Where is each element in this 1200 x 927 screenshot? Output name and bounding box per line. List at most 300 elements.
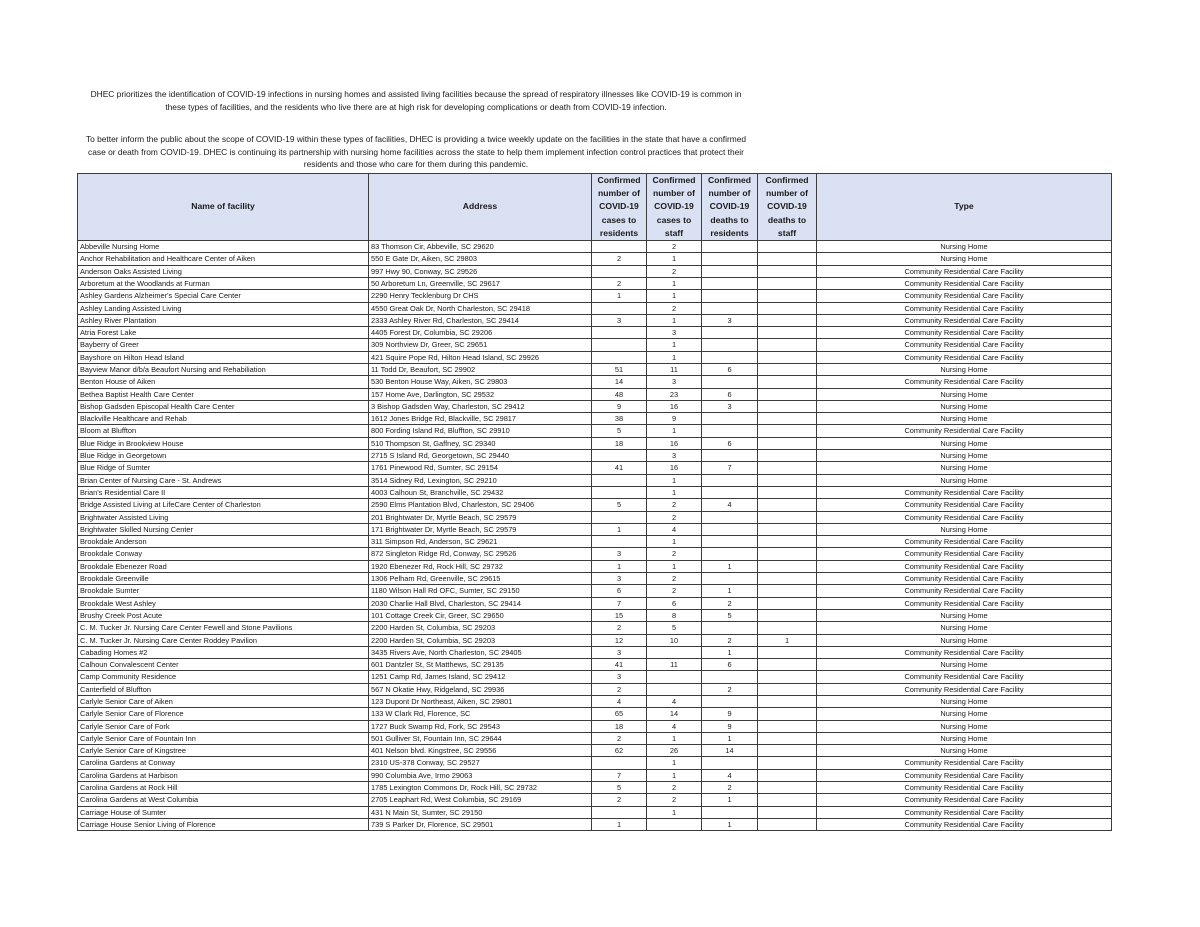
resident-deaths-cell: 2 [702,634,758,646]
staff-cases-cell: 1 [647,536,702,548]
resident-cases-cell [592,327,647,339]
intro-paragraph-1: DHEC prioritizes the identification of COVID-19 infections in nursing homes and assisted living facilities because the spread of respiratory illnesses like COVID-19 is common in these types of facilities, and the residents who live there are at high risk for developing complications or death from COVID-19 infection. [90,89,742,112]
type-cell: Nursing Home [817,659,1112,671]
staff-cases-cell: 1 [647,732,702,744]
staff-cases-cell: 1 [647,425,702,437]
resident-deaths-cell [702,536,758,548]
address-cell: 4550 Great Oak Dr, North Charleston, SC 29418 [369,302,592,314]
table-row [78,720,1112,732]
staff-deaths-cell [758,241,817,253]
staff-cases-cell: 5 [647,622,702,634]
facility-name-cell: C. M. Tucker Jr. Nursing Care Center Fewell and Stone Pavilions [78,622,369,634]
staff-cases-cell: 1 [647,474,702,486]
address-cell: 101 Cottage Creek Cir, Greer, SC 29650 [369,609,592,621]
facility-name-cell: Brookdale Conway [78,548,369,560]
facility-name-cell: Bethea Baptist Health Care Center [78,388,369,400]
facility-name-cell: Carlyle Senior Care of Fountain Inn [78,732,369,744]
table-row [78,683,1112,695]
facility-name-cell: Brian Center of Nursing Care - St. Andrews [78,474,369,486]
type-cell: Nursing Home [817,732,1112,744]
table-row [78,351,1112,363]
staff-deaths-cell [758,425,817,437]
resident-cases-cell: 2 [592,794,647,806]
resident-deaths-cell: 3 [702,400,758,412]
resident-deaths-cell: 2 [702,782,758,794]
table-row [78,302,1112,314]
table-row [78,474,1112,486]
resident-deaths-cell: 6 [702,437,758,449]
table-row [78,560,1112,572]
address-cell: 50 Arboretum Ln, Greenville, SC 29617 [369,277,592,289]
type-cell: Nursing Home [817,241,1112,253]
staff-deaths-cell: 1 [758,634,817,646]
address-cell: 309 Northview Dr, Greer, SC 29651 [369,339,592,351]
address-cell: 3435 Rivers Ave, North Charleston, SC 29405 [369,646,592,658]
resident-cases-cell [592,450,647,462]
resident-deaths-cell: 1 [702,732,758,744]
facility-name-cell: Bayview Manor d/b/a Beaufort Nursing and Rehabiliation [78,363,369,375]
address-cell: 2200 Harden St, Columbia, SC 29203 [369,634,592,646]
facility-name-cell: Blue Ridge of Sumter [78,462,369,474]
resident-deaths-cell [702,290,758,302]
address-cell: 2200 Harden St, Columbia, SC 29203 [369,622,592,634]
type-cell: Nursing Home [817,450,1112,462]
resident-cases-cell: 7 [592,769,647,781]
staff-deaths-cell [758,573,817,585]
resident-deaths-cell [702,253,758,265]
staff-cases-cell: 11 [647,363,702,375]
table-row [78,609,1112,621]
table-row [78,536,1112,548]
type-cell: Nursing Home [817,462,1112,474]
resident-cases-cell: 2 [592,622,647,634]
address-cell: 1920 Ebenezer Rd, Rock Hill, SC 29732 [369,560,592,572]
facility-name-cell: Blue Ridge in Georgetown [78,450,369,462]
type-cell: Nursing Home [817,609,1112,621]
table-row [78,413,1112,425]
resident-deaths-cell: 14 [702,745,758,757]
resident-cases-cell [592,241,647,253]
facility-name-cell: Brookdale Greenville [78,573,369,585]
staff-cases-cell: 1 [647,277,702,289]
staff-deaths-cell [758,265,817,277]
table-row [78,696,1112,708]
resident-deaths-cell [702,327,758,339]
table-row [78,523,1112,535]
address-cell: 1727 Buck Swamp Rd, Fork, SC 29543 [369,720,592,732]
table-row [78,818,1112,830]
table-row [78,388,1112,400]
address-cell: 990 Columbia Ave, Irmo 29063 [369,769,592,781]
staff-cases-cell: 4 [647,523,702,535]
type-cell: Community Residential Care Facility [817,425,1112,437]
staff-deaths-cell [758,437,817,449]
staff-cases-cell: 1 [647,769,702,781]
table-body [78,241,1112,831]
type-cell: Community Residential Care Facility [817,548,1112,560]
facility-name-cell: Carolina Gardens at West Columbia [78,794,369,806]
resident-cases-cell [592,536,647,548]
address-cell: 11 Todd Dr, Beaufort, SC 29902 [369,363,592,375]
type-cell: Nursing Home [817,363,1112,375]
staff-deaths-cell [758,523,817,535]
table-row [78,400,1112,412]
staff-deaths-cell [758,450,817,462]
resident-cases-cell: 15 [592,609,647,621]
staff-cases-cell: 1 [647,290,702,302]
resident-deaths-cell [702,511,758,523]
table-row [78,437,1112,449]
staff-deaths-cell [758,290,817,302]
facility-name-cell: Ashley Landing Assisted Living [78,302,369,314]
table-row [78,597,1112,609]
type-cell: Community Residential Care Facility [817,794,1112,806]
staff-deaths-cell [758,609,817,621]
address-cell: 2310 US-378 Conway, SC 29527 [369,757,592,769]
facility-name-cell: Carolina Gardens at Rock Hill [78,782,369,794]
resident-cases-cell: 2 [592,253,647,265]
resident-deaths-cell [702,339,758,351]
facility-name-cell: Bishop Gadsden Episcopal Health Care Center [78,400,369,412]
resident-cases-cell [592,474,647,486]
staff-deaths-cell [758,400,817,412]
resident-cases-cell: 5 [592,425,647,437]
table-row [78,671,1112,683]
facility-name-cell: Anchor Rehabilitation and Healthcare Center of Aiken [78,253,369,265]
resident-deaths-cell [702,696,758,708]
staff-deaths-cell [758,486,817,498]
staff-deaths-cell [758,806,817,818]
resident-deaths-cell [702,413,758,425]
facility-name-cell: Canterfield of Bluffton [78,683,369,695]
table-row [78,265,1112,277]
staff-cases-cell: 16 [647,437,702,449]
address-cell: 601 Dantzler St, St Matthews, SC 29135 [369,659,592,671]
type-cell: Community Residential Care Facility [817,536,1112,548]
resident-cases-cell: 51 [592,363,647,375]
resident-deaths-cell [702,573,758,585]
resident-cases-cell: 41 [592,659,647,671]
staff-deaths-cell [758,474,817,486]
staff-deaths-cell [758,794,817,806]
resident-cases-cell: 18 [592,437,647,449]
resident-cases-cell: 41 [592,462,647,474]
table-row [78,732,1112,744]
resident-cases-cell [592,302,647,314]
resident-cases-cell [592,806,647,818]
staff-deaths-cell [758,818,817,830]
type-cell: Nursing Home [817,413,1112,425]
resident-cases-cell: 48 [592,388,647,400]
facility-name-cell: Brian's Residential Care II [78,486,369,498]
resident-deaths-cell: 1 [702,818,758,830]
table-row [78,622,1112,634]
staff-deaths-cell [758,659,817,671]
address-cell: 800 Fording Island Rd, Bluffton, SC 29910 [369,425,592,437]
address-cell: 311 Simpson Rd, Anderson, SC 29621 [369,536,592,548]
resident-cases-cell: 3 [592,314,647,326]
resident-deaths-cell [702,806,758,818]
resident-cases-cell [592,339,647,351]
staff-deaths-cell [758,757,817,769]
facility-name-cell: Bayberry of Greer [78,339,369,351]
facility-name-cell: Brookdale West Ashley [78,597,369,609]
resident-deaths-cell: 1 [702,585,758,597]
address-cell: 401 Nelson blvd. Kingstree, SC 29556 [369,745,592,757]
staff-deaths-cell [758,696,817,708]
type-cell: Community Residential Care Facility [817,597,1112,609]
column-header-resident-deaths: Confirmed number of COVID-19 deaths to residents [702,174,758,241]
staff-deaths-cell [758,327,817,339]
type-cell: Community Residential Care Facility [817,277,1112,289]
type-cell: Community Residential Care Facility [817,376,1112,388]
staff-cases-cell: 3 [647,376,702,388]
address-cell: 1761 Pinewood Rd, Sumter, SC 29154 [369,462,592,474]
facility-name-cell: Blue Ridge in Brookview House [78,437,369,449]
staff-deaths-cell [758,683,817,695]
staff-deaths-cell [758,536,817,548]
staff-deaths-cell [758,548,817,560]
staff-deaths-cell [758,708,817,720]
staff-cases-cell: 4 [647,696,702,708]
table-row [78,499,1112,511]
address-cell: 530 Benton House Way, Aiken, SC 29803 [369,376,592,388]
resident-deaths-cell [702,277,758,289]
facility-name-cell: Carlyle Senior Care of Florence [78,708,369,720]
facility-name-cell: Ashley Gardens Alzheimer's Special Care Center [78,290,369,302]
facility-name-cell: Bridge Assisted Living at LifeCare Center of Charleston [78,499,369,511]
resident-cases-cell: 18 [592,720,647,732]
staff-deaths-cell [758,277,817,289]
address-cell: 4003 Calhoun St, Branchville, SC 29432 [369,486,592,498]
resident-deaths-cell: 9 [702,708,758,720]
staff-deaths-cell [758,351,817,363]
resident-cases-cell: 62 [592,745,647,757]
table-row [78,241,1112,253]
staff-cases-cell: 1 [647,351,702,363]
facility-name-cell: Benton House of Aiken [78,376,369,388]
resident-cases-cell: 38 [592,413,647,425]
resident-cases-cell [592,511,647,523]
table-row [78,339,1112,351]
resident-deaths-cell: 6 [702,659,758,671]
facility-name-cell: Camp Community Residence [78,671,369,683]
address-cell: 421 Squire Pope Rd, Hilton Head Island, SC 29926 [369,351,592,363]
resident-deaths-cell [702,376,758,388]
type-cell: Community Residential Care Facility [817,757,1112,769]
resident-deaths-cell [702,450,758,462]
staff-cases-cell [647,683,702,695]
table-row [78,425,1112,437]
type-cell: Community Residential Care Facility [817,302,1112,314]
table-row [78,659,1112,671]
staff-cases-cell: 11 [647,659,702,671]
type-cell: Community Residential Care Facility [817,499,1112,511]
type-cell: Community Residential Care Facility [817,486,1112,498]
facility-name-cell: Bloom at Bluffton [78,425,369,437]
staff-deaths-cell [758,462,817,474]
staff-deaths-cell [758,499,817,511]
resident-deaths-cell [702,425,758,437]
resident-deaths-cell [702,474,758,486]
type-cell: Nursing Home [817,253,1112,265]
staff-cases-cell [647,646,702,658]
address-cell: 2290 Henry Tecklenburg Dr CHS [369,290,592,302]
staff-deaths-cell [758,388,817,400]
resident-cases-cell: 3 [592,646,647,658]
resident-cases-cell: 7 [592,597,647,609]
staff-deaths-cell [758,769,817,781]
table-row [78,376,1112,388]
resident-deaths-cell: 1 [702,646,758,658]
staff-cases-cell: 2 [647,241,702,253]
table-row [78,782,1112,794]
address-cell: 431 N Main St, Sumter, SC 29150 [369,806,592,818]
facility-name-cell: Arboretum at the Woodlands at Furman [78,277,369,289]
type-cell: Community Residential Care Facility [817,646,1112,658]
facility-name-cell: Cabading Homes #2 [78,646,369,658]
resident-deaths-cell [702,671,758,683]
type-cell: Community Residential Care Facility [817,339,1112,351]
resident-deaths-cell: 4 [702,499,758,511]
resident-deaths-cell: 9 [702,720,758,732]
facility-name-cell: Anderson Oaks Assisted Living [78,265,369,277]
address-cell: 2705 Leaphart Rd, West Columbia, SC 29169 [369,794,592,806]
address-cell: 123 Dupont Dr Northeast, Aiken, SC 29801 [369,696,592,708]
column-header-resident-cases: Confirmed number of COVID-19 cases to residents [592,174,647,241]
table-row [78,757,1112,769]
staff-deaths-cell [758,585,817,597]
type-cell: Community Residential Care Facility [817,782,1112,794]
staff-deaths-cell [758,720,817,732]
resident-deaths-cell: 7 [702,462,758,474]
address-cell: 2715 S Island Rd, Georgetown, SC 29440 [369,450,592,462]
staff-cases-cell: 1 [647,486,702,498]
type-cell: Community Residential Care Facility [817,265,1112,277]
table-row [78,769,1112,781]
type-cell: Nursing Home [817,696,1112,708]
staff-deaths-cell [758,363,817,375]
address-cell: 1612 Jones Bridge Rd, Blackville, SC 29817 [369,413,592,425]
type-cell: Nursing Home [817,745,1112,757]
table-row [78,314,1112,326]
address-cell: 4405 Forest Dr, Columbia, SC 29206 [369,327,592,339]
resident-cases-cell: 2 [592,683,647,695]
type-cell: Nursing Home [817,474,1112,486]
intro-paragraph-2: To better inform the public about the scope of COVID-19 within these types of facilities, DHEC is providing a twice weekly update on the facilities in the state that have a confirmed case or death from COVID-19. DHEC is continuing its partnership with nursing home facilities across the state to help them implement infection control practices that protect their residents and those who care for them during this pandemic. [85,134,747,169]
resident-deaths-cell [702,622,758,634]
staff-deaths-cell [758,646,817,658]
type-cell: Community Residential Care Facility [817,683,1112,695]
staff-deaths-cell [758,376,817,388]
resident-cases-cell: 1 [592,290,647,302]
resident-cases-cell: 6 [592,585,647,597]
facility-name-cell: Carlyle Senior Care of Aiken [78,696,369,708]
address-cell: 1306 Pelham Rd, Greenville, SC 29615 [369,573,592,585]
table-row [78,450,1112,462]
staff-cases-cell [647,818,702,830]
facility-name-cell: Carriage House Senior Living of Florence [78,818,369,830]
address-cell: 1180 Wilson Hall Rd OFC, Sumter, SC 29150 [369,585,592,597]
staff-cases-cell: 2 [647,302,702,314]
table-row [78,511,1112,523]
staff-cases-cell: 3 [647,327,702,339]
table-row [78,573,1112,585]
staff-cases-cell: 4 [647,720,702,732]
resident-cases-cell: 1 [592,560,647,572]
type-cell: Community Residential Care Facility [817,560,1112,572]
resident-cases-cell: 5 [592,782,647,794]
staff-deaths-cell [758,597,817,609]
staff-deaths-cell [758,339,817,351]
facility-name-cell: Atria Forest Lake [78,327,369,339]
address-cell: 157 Home Ave, Darlington, SC 29532 [369,388,592,400]
staff-deaths-cell [758,413,817,425]
table-row [78,327,1112,339]
resident-cases-cell: 2 [592,732,647,744]
type-cell: Community Residential Care Facility [817,290,1112,302]
staff-cases-cell: 1 [647,253,702,265]
staff-cases-cell: 2 [647,511,702,523]
staff-cases-cell: 9 [647,413,702,425]
resident-cases-cell [592,757,647,769]
staff-cases-cell: 14 [647,708,702,720]
type-cell: Nursing Home [817,708,1112,720]
resident-deaths-cell: 1 [702,794,758,806]
staff-cases-cell: 2 [647,499,702,511]
staff-cases-cell: 6 [647,597,702,609]
staff-cases-cell: 16 [647,400,702,412]
type-cell: Community Residential Care Facility [817,327,1112,339]
resident-cases-cell: 1 [592,523,647,535]
type-cell: Community Residential Care Facility [817,314,1112,326]
address-cell: 567 N Okatie Hwy, Ridgeland, SC 29936 [369,683,592,695]
resident-deaths-cell: 1 [702,560,758,572]
address-cell: 510 Thompson St, Gaffney, SC 29340 [369,437,592,449]
type-cell: Nursing Home [817,523,1112,535]
staff-cases-cell: 2 [647,794,702,806]
table-header-row [78,174,1112,241]
address-cell: 550 E Gate Dr, Aiken, SC 29803 [369,253,592,265]
resident-cases-cell: 4 [592,696,647,708]
resident-deaths-cell: 4 [702,769,758,781]
staff-cases-cell: 3 [647,450,702,462]
resident-deaths-cell: 6 [702,388,758,400]
table-row [78,486,1112,498]
staff-cases-cell: 2 [647,782,702,794]
type-cell: Community Residential Care Facility [817,351,1112,363]
address-cell: 2333 Ashley River Rd, Charleston, SC 29414 [369,314,592,326]
facility-name-cell: Brushy Creek Post Acute [78,609,369,621]
table-row [78,806,1112,818]
column-header-staff-cases: Confirmed number of COVID-19 cases to staff [647,174,702,241]
staff-deaths-cell [758,302,817,314]
resident-deaths-cell: 2 [702,683,758,695]
table-row [78,548,1112,560]
resident-cases-cell: 9 [592,400,647,412]
facility-name-cell: Brookdale Anderson [78,536,369,548]
facility-name-cell: Brightwater Skilled Nursing Center [78,523,369,535]
type-cell: Community Residential Care Facility [817,806,1112,818]
resident-deaths-cell [702,265,758,277]
address-cell: 201 Brightwater Dr, Myrtle Beach, SC 29579 [369,511,592,523]
staff-cases-cell: 1 [647,806,702,818]
column-header-address: Address [369,174,592,241]
resident-deaths-cell: 2 [702,597,758,609]
facility-name-cell: C. M. Tucker Jr. Nursing Care Center Roddey Pavilion [78,634,369,646]
type-cell: Community Residential Care Facility [817,511,1112,523]
resident-deaths-cell: 3 [702,314,758,326]
